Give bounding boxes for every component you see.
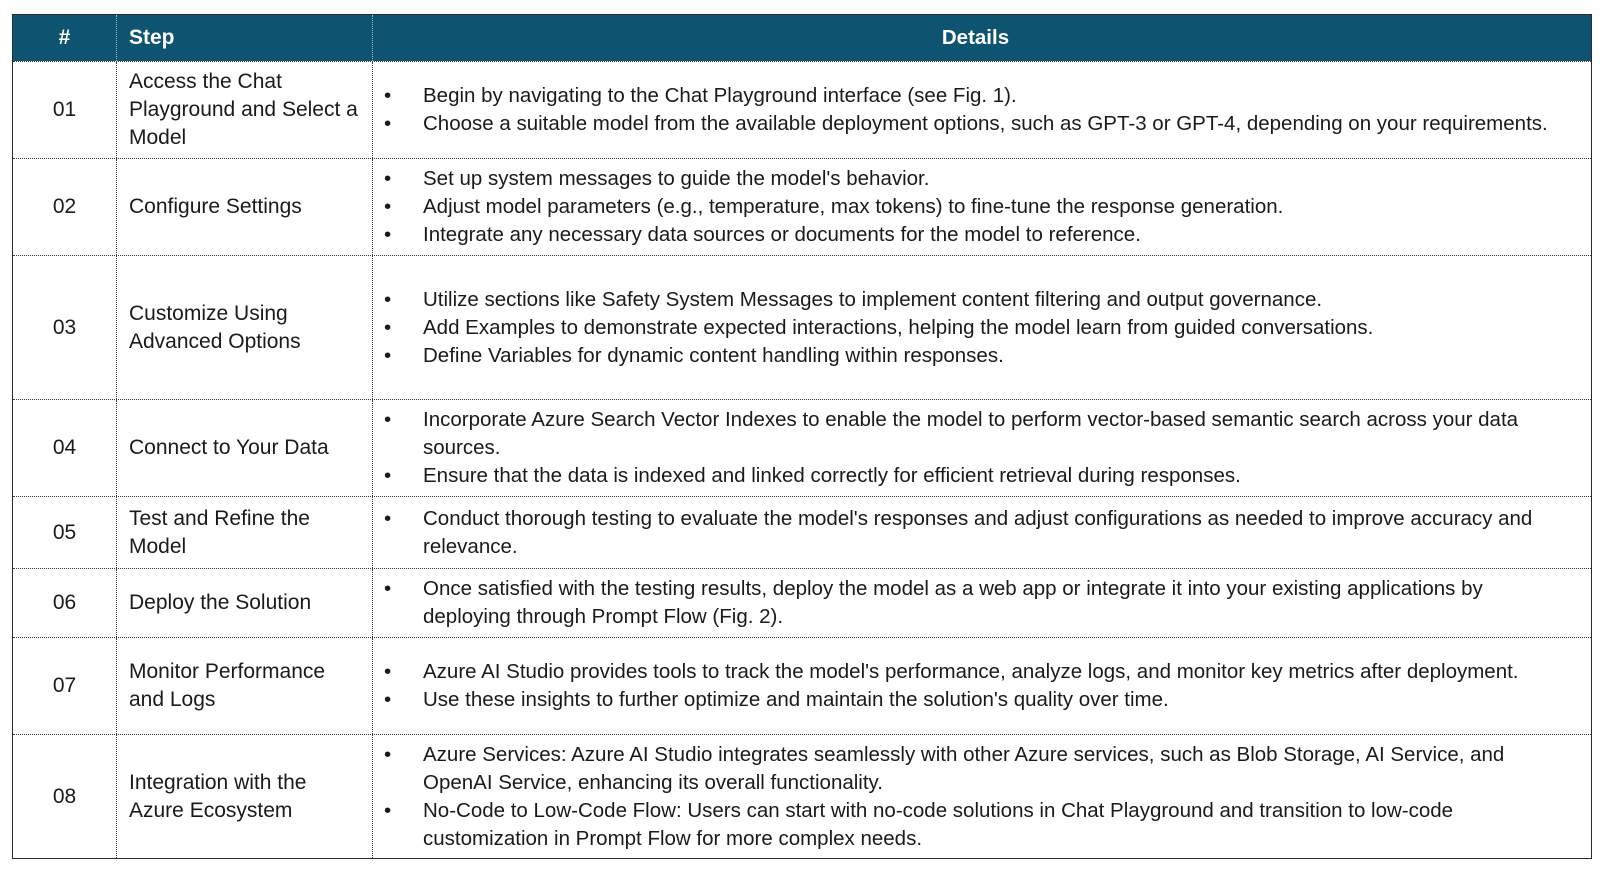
table-row xyxy=(13,399,1591,496)
bullet-icon: • xyxy=(384,688,392,711)
detail-bullet xyxy=(383,110,1567,138)
row-details xyxy=(373,497,1591,568)
bullet-icon: • xyxy=(384,577,392,600)
detail-bullet xyxy=(383,342,1567,370)
bullet-icon: • xyxy=(384,408,392,431)
row-number: 06 xyxy=(13,569,117,637)
row-step: Customize Using Advanced Options xyxy=(117,256,373,399)
detail-bullet xyxy=(383,165,1567,193)
table-row xyxy=(13,568,1591,637)
detail-bullet xyxy=(383,314,1567,342)
row-details xyxy=(373,735,1591,858)
row-step: Integration with the Azure Ecosystem xyxy=(117,735,373,858)
row-step: Deploy the Solution xyxy=(117,569,373,637)
bullet-icon: • xyxy=(384,742,392,766)
row-details xyxy=(373,569,1591,637)
detail-text: Azure AI Studio provides tools to track the model's performance, analyze logs, and monitor key metrics after deployment. xyxy=(423,660,1519,683)
detail-text: Integrate any necessary data sources or documents for the model to reference. xyxy=(423,223,1141,246)
detail-bullet xyxy=(383,741,1567,797)
detail-text: Add Examples to demonstrate expected interactions, helping the model learn from guided conversations. xyxy=(423,315,1374,339)
detail-bullet xyxy=(383,193,1567,221)
bullet-icon: • xyxy=(384,798,392,822)
bullet-icon: • xyxy=(384,287,392,311)
row-details xyxy=(373,62,1591,158)
detail-bullet xyxy=(383,575,1567,631)
detail-bullet xyxy=(383,82,1567,110)
row-number: 07 xyxy=(13,638,117,734)
detail-text: Utilize sections like Safety System Messages to implement content filtering and output governance. xyxy=(423,287,1323,311)
bullet-icon: • xyxy=(384,315,392,339)
detail-bullet xyxy=(383,406,1567,462)
detail-text: Conduct thorough testing to evaluate the model's responses and adjust configurations as needed to improve accuracy and relevance. xyxy=(423,506,1533,558)
table-row xyxy=(13,255,1591,399)
header-step: Step xyxy=(117,15,373,61)
table-row xyxy=(13,637,1591,734)
row-number: 03 xyxy=(13,256,117,399)
detail-text: Ensure that the data is indexed and linked correctly for efficient retrieval during responses. xyxy=(423,464,1241,487)
bullet-icon: • xyxy=(384,112,392,135)
row-step: Access the Chat Playground and Select a Model xyxy=(117,62,373,158)
detail-text: Define Variables for dynamic content handling within responses. xyxy=(423,343,1004,367)
detail-text: Choose a suitable model from the available deployment options, such as GPT-3 or GPT-4, depending on your requirements. xyxy=(423,112,1548,135)
row-step: Configure Settings xyxy=(117,159,373,255)
header-details: Details xyxy=(941,26,1010,49)
detail-bullet xyxy=(383,505,1567,561)
row-number: 08 xyxy=(13,735,117,858)
row-step: Test and Refine the Model xyxy=(117,497,373,568)
detail-bullet xyxy=(383,686,1567,714)
header-num: # xyxy=(13,15,117,61)
bullet-icon: • xyxy=(384,167,392,190)
bullet-icon: • xyxy=(384,223,392,246)
bullet-icon: • xyxy=(384,464,392,487)
row-step: Connect to Your Data xyxy=(117,400,373,496)
table-row xyxy=(13,61,1591,158)
detail-bullet xyxy=(383,658,1567,686)
detail-text: Set up system messages to guide the model's behavior. xyxy=(423,167,930,190)
detail-text: Once satisfied with the testing results, deploy the model as a web app or integrate it into your existing applications by deploying through Prompt Flow (Fig. 2). xyxy=(423,577,1483,628)
row-details xyxy=(373,159,1591,255)
table-row xyxy=(13,496,1591,568)
detail-bullet xyxy=(383,286,1567,314)
row-number: 02 xyxy=(13,159,117,255)
detail-text: No-Code to Low-Code Flow: Users can start with no-code solutions in Chat Playground and transition to low-code customization in Prompt Flow for more complex needs. xyxy=(423,798,1454,850)
detail-bullet xyxy=(383,221,1567,249)
detail-text: Azure Services: Azure AI Studio integrates seamlessly with other Azure services, such as Blob Storage, AI Service, and OpenAI Service, enhancing its overall functionality. xyxy=(423,742,1505,794)
row-number: 01 xyxy=(13,62,117,158)
row-number: 04 xyxy=(13,400,117,496)
row-details xyxy=(373,638,1591,734)
row-details xyxy=(373,400,1591,496)
table-header xyxy=(13,15,1591,61)
detail-text: Begin by navigating to the Chat Playground interface (see Fig. 1). xyxy=(423,84,1017,107)
steps-table xyxy=(12,14,1592,859)
row-step: Monitor Performance and Logs xyxy=(117,638,373,734)
detail-text: Incorporate Azure Search Vector Indexes to enable the model to perform vector-based semantic search across your data sources. xyxy=(423,408,1519,459)
detail-bullet xyxy=(383,462,1567,490)
detail-bullet xyxy=(383,797,1567,853)
bullet-icon: • xyxy=(384,343,392,367)
row-details xyxy=(373,256,1591,399)
row-number: 05 xyxy=(13,497,117,568)
bullet-icon: • xyxy=(384,660,392,683)
bullet-icon: • xyxy=(384,506,392,530)
table-row xyxy=(13,158,1591,255)
table-row xyxy=(13,734,1591,858)
bullet-icon: • xyxy=(384,195,392,218)
bullet-icon: • xyxy=(384,84,392,107)
detail-text: Adjust model parameters (e.g., temperature, max tokens) to fine-tune the response generation. xyxy=(423,195,1284,218)
detail-text: Use these insights to further optimize and maintain the solution's quality over time. xyxy=(423,688,1169,711)
